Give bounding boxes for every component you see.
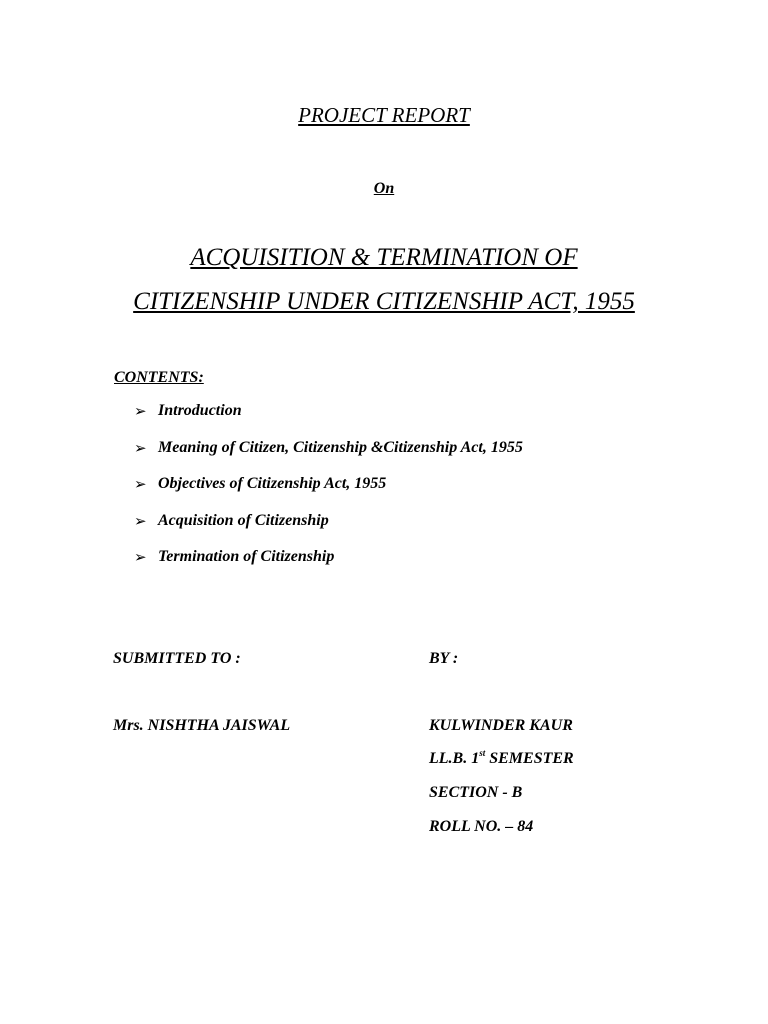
contents-heading: CONTENTS: [114, 369, 204, 386]
contents-item [134, 438, 523, 475]
submitted-to-label: SUBMITTED TO : [113, 650, 241, 667]
arrow-bullet-icon: ➢ [134, 548, 147, 566]
contents-item [134, 511, 523, 548]
arrow-bullet-icon: ➢ [134, 438, 147, 457]
course-prefix: LL.B. 1 [429, 750, 480, 767]
on-label: On [373, 180, 395, 197]
contents-item-label: Objectives of Citizenship Act, 1955 [158, 475, 387, 492]
contents-item-label: Introduction [158, 402, 242, 419]
section-label: SECTION - B [429, 784, 523, 801]
contents-item [134, 474, 523, 511]
roll-number: ROLL NO. – 84 [429, 818, 534, 835]
by-label: BY : [429, 650, 459, 667]
contents-item-label: Acquisition of Citizenship [158, 511, 329, 529]
title-line-1: ACQUISITION & TERMINATION OF [190, 244, 578, 271]
arrow-bullet-icon: ➢ [134, 402, 147, 420]
report-label: PROJECT REPORT [298, 103, 470, 127]
course-semester [429, 750, 574, 768]
contents-list [134, 401, 523, 584]
contents-item-label: Termination of Citizenship [158, 548, 335, 565]
contents-item [134, 401, 523, 438]
arrow-bullet-icon: ➢ [134, 511, 147, 530]
course-superscript: st [479, 748, 486, 758]
arrow-bullet-icon: ➢ [134, 475, 147, 493]
contents-item [134, 547, 523, 584]
submitted-to-name: Mrs. NISHTHA JAISWAL [113, 717, 291, 734]
title-line-2: CITIZENSHIP UNDER CITIZENSHIP ACT, 1955 [133, 288, 635, 315]
course-suffix: SEMESTER [485, 750, 574, 767]
contents-item-label: Meaning of Citizen, Citizenship &Citizenship Act, 1955 [158, 438, 523, 456]
student-name: KULWINDER KAUR [429, 717, 573, 734]
